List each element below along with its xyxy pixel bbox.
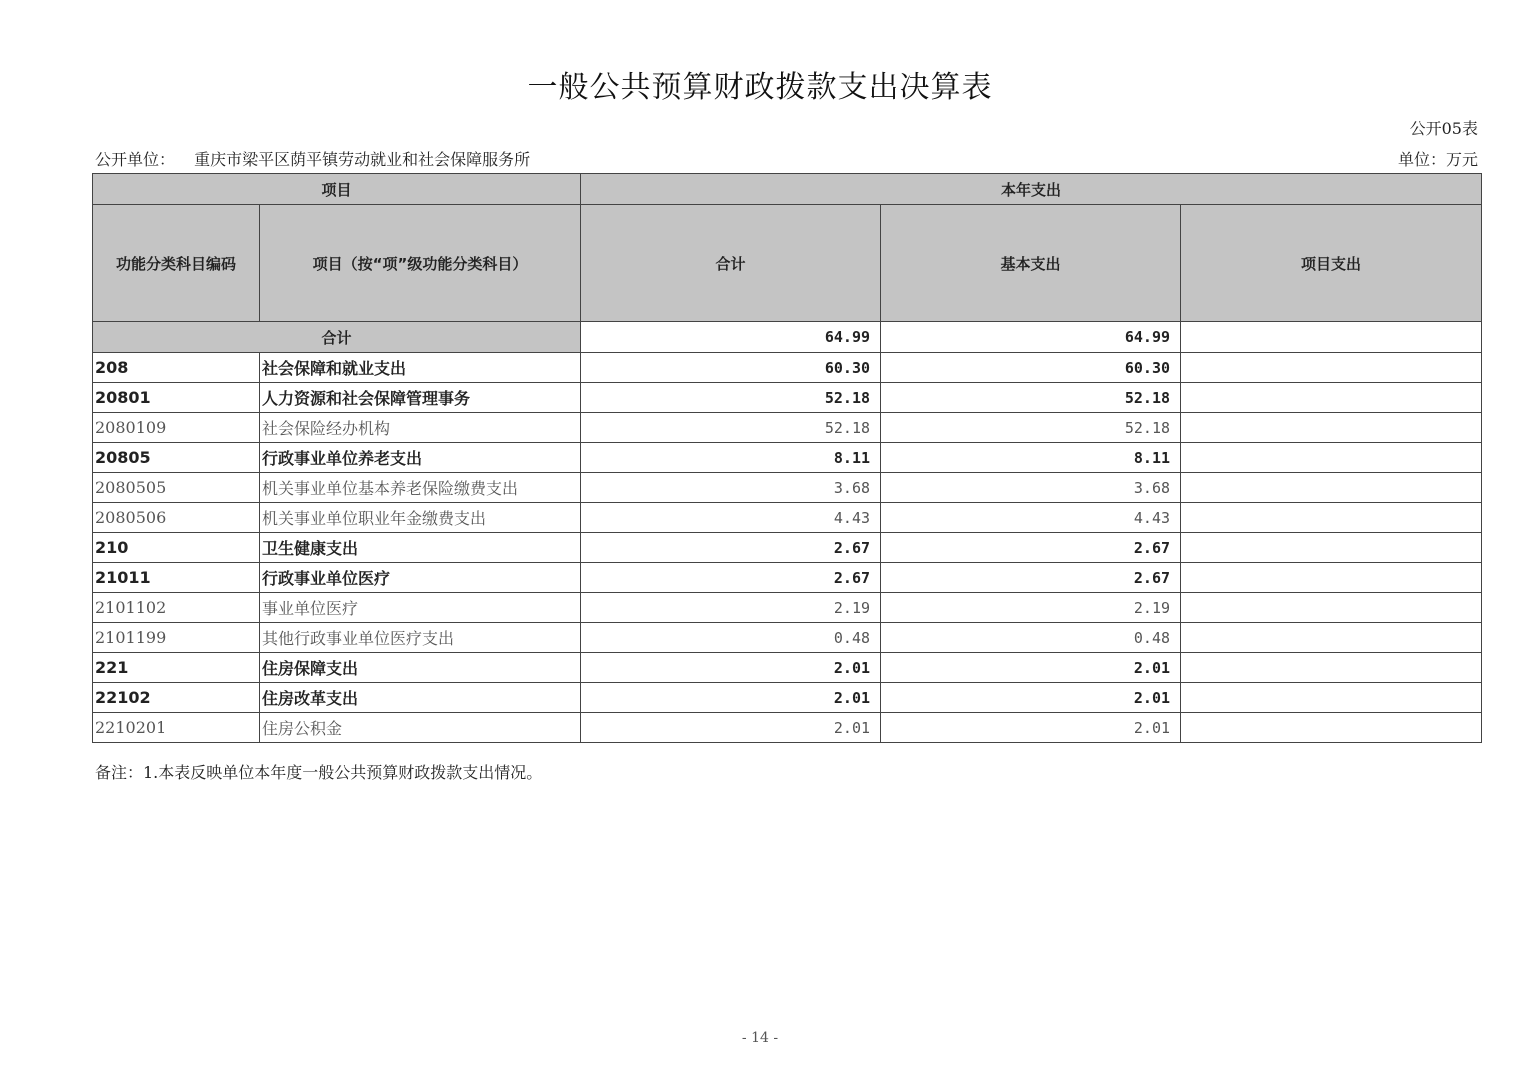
cell-total: 0.48	[581, 623, 881, 653]
table-row	[93, 353, 1482, 383]
cell-project	[1181, 533, 1482, 563]
header-basic: 基本支出	[881, 205, 1181, 322]
cell-basic: 2.67	[881, 533, 1181, 563]
cell-code: 20801	[93, 383, 260, 413]
cell-project	[1181, 713, 1482, 743]
unit-name: 重庆市梁平区荫平镇劳动就业和社会保障服务所	[194, 150, 531, 169]
header-row-1	[93, 174, 1482, 205]
cell-code: 208	[93, 353, 260, 383]
table-row	[93, 563, 1482, 593]
currency-unit: 单位：万元	[1397, 150, 1478, 169]
cell-project	[1181, 563, 1482, 593]
cell-basic: 2.01	[881, 653, 1181, 683]
cell-basic: 2.67	[881, 563, 1181, 593]
cell-basic: 52.18	[881, 413, 1181, 443]
cell-project	[1181, 443, 1482, 473]
cell-total: 2.01	[581, 683, 881, 713]
total-label: 合计	[93, 322, 581, 353]
footnote: 备注：1.本表反映单位本年度一般公共预算财政拨款支出情况。	[95, 763, 543, 782]
cell-code: 2080506	[93, 503, 260, 533]
cell-project	[1181, 653, 1482, 683]
cell-total: 2.67	[581, 533, 881, 563]
cell-item-name: 机关事业单位职业年金缴费支出	[260, 503, 581, 533]
cell-total: 8.11	[581, 443, 881, 473]
cell-item-name: 社会保障和就业支出	[260, 353, 581, 383]
cell-item-name: 住房公积金	[260, 713, 581, 743]
cell-project	[1181, 383, 1482, 413]
cell-basic: 8.11	[881, 443, 1181, 473]
cell-project	[1181, 683, 1482, 713]
cell-item-name: 卫生健康支出	[260, 533, 581, 563]
cell-basic: 4.43	[881, 503, 1181, 533]
header-row-2	[93, 205, 1482, 322]
table-row	[93, 443, 1482, 473]
cell-item-name: 其他行政事业单位医疗支出	[260, 623, 581, 653]
header-code: 功能分类科目编码	[93, 205, 260, 322]
cell-item-name: 行政事业单位养老支出	[260, 443, 581, 473]
page-number: - 14 -	[741, 1030, 779, 1046]
cell-item-name: 住房保障支出	[260, 653, 581, 683]
cell-total: 2.01	[581, 713, 881, 743]
cell-item-name: 机关事业单位基本养老保险缴费支出	[260, 473, 581, 503]
cell-basic: 0.48	[881, 623, 1181, 653]
cell-code: 21011	[93, 563, 260, 593]
cell-project	[1181, 593, 1482, 623]
unit-info	[95, 147, 530, 170]
cell-basic: 2.01	[881, 713, 1181, 743]
cell-project	[1181, 623, 1482, 653]
total-sum: 64.99	[581, 322, 881, 353]
cell-total: 52.18	[581, 383, 881, 413]
header-current-year: 本年支出	[581, 174, 1482, 205]
cell-code: 221	[93, 653, 260, 683]
cell-basic: 2.19	[881, 593, 1181, 623]
table-row	[93, 713, 1482, 743]
cell-item-name: 行政事业单位医疗	[260, 563, 581, 593]
total-basic: 64.99	[881, 322, 1181, 353]
table-row	[93, 683, 1482, 713]
cell-code: 22102	[93, 683, 260, 713]
cell-project	[1181, 413, 1482, 443]
unit-label: 公开单位：	[95, 150, 176, 169]
table-row	[93, 473, 1482, 503]
header-total: 合计	[581, 205, 881, 322]
cell-code: 2210201	[93, 713, 260, 743]
table-row	[93, 503, 1482, 533]
unit-line	[95, 147, 1478, 169]
cell-code: 2101199	[93, 623, 260, 653]
table-row	[93, 533, 1482, 563]
table-row	[93, 623, 1482, 653]
cell-basic: 3.68	[881, 473, 1181, 503]
cell-item-name: 住房改革支出	[260, 683, 581, 713]
table-row	[93, 383, 1482, 413]
total-row	[93, 322, 1482, 353]
cell-total: 3.68	[581, 473, 881, 503]
table-row	[93, 653, 1482, 683]
cell-basic: 52.18	[881, 383, 1181, 413]
cell-code: 20805	[93, 443, 260, 473]
cell-code: 210	[93, 533, 260, 563]
cell-total: 2.19	[581, 593, 881, 623]
header-project-expenditure: 项目支出	[1181, 205, 1482, 322]
cell-basic: 2.01	[881, 683, 1181, 713]
table-row	[93, 413, 1482, 443]
cell-project	[1181, 473, 1482, 503]
table-row	[93, 593, 1482, 623]
cell-project	[1181, 353, 1482, 383]
cell-item-name: 人力资源和社会保障管理事务	[260, 383, 581, 413]
form-number: 公开05表	[1409, 119, 1478, 138]
cell-basic: 60.30	[881, 353, 1181, 383]
cell-code: 2080109	[93, 413, 260, 443]
cell-code: 2080505	[93, 473, 260, 503]
cell-project	[1181, 503, 1482, 533]
cell-item-name: 社会保险经办机构	[260, 413, 581, 443]
cell-total: 2.67	[581, 563, 881, 593]
expenditure-table	[92, 173, 1482, 743]
total-project	[1181, 322, 1482, 353]
cell-total: 52.18	[581, 413, 881, 443]
cell-total: 4.43	[581, 503, 881, 533]
cell-code: 2101102	[93, 593, 260, 623]
page-title: 一般公共预算财政拨款支出决算表	[527, 70, 993, 105]
cell-total: 2.01	[581, 653, 881, 683]
header-project: 项目	[93, 174, 581, 205]
header-item: 项目（按“项”级功能分类科目）	[260, 205, 581, 322]
cell-item-name: 事业单位医疗	[260, 593, 581, 623]
cell-total: 60.30	[581, 353, 881, 383]
